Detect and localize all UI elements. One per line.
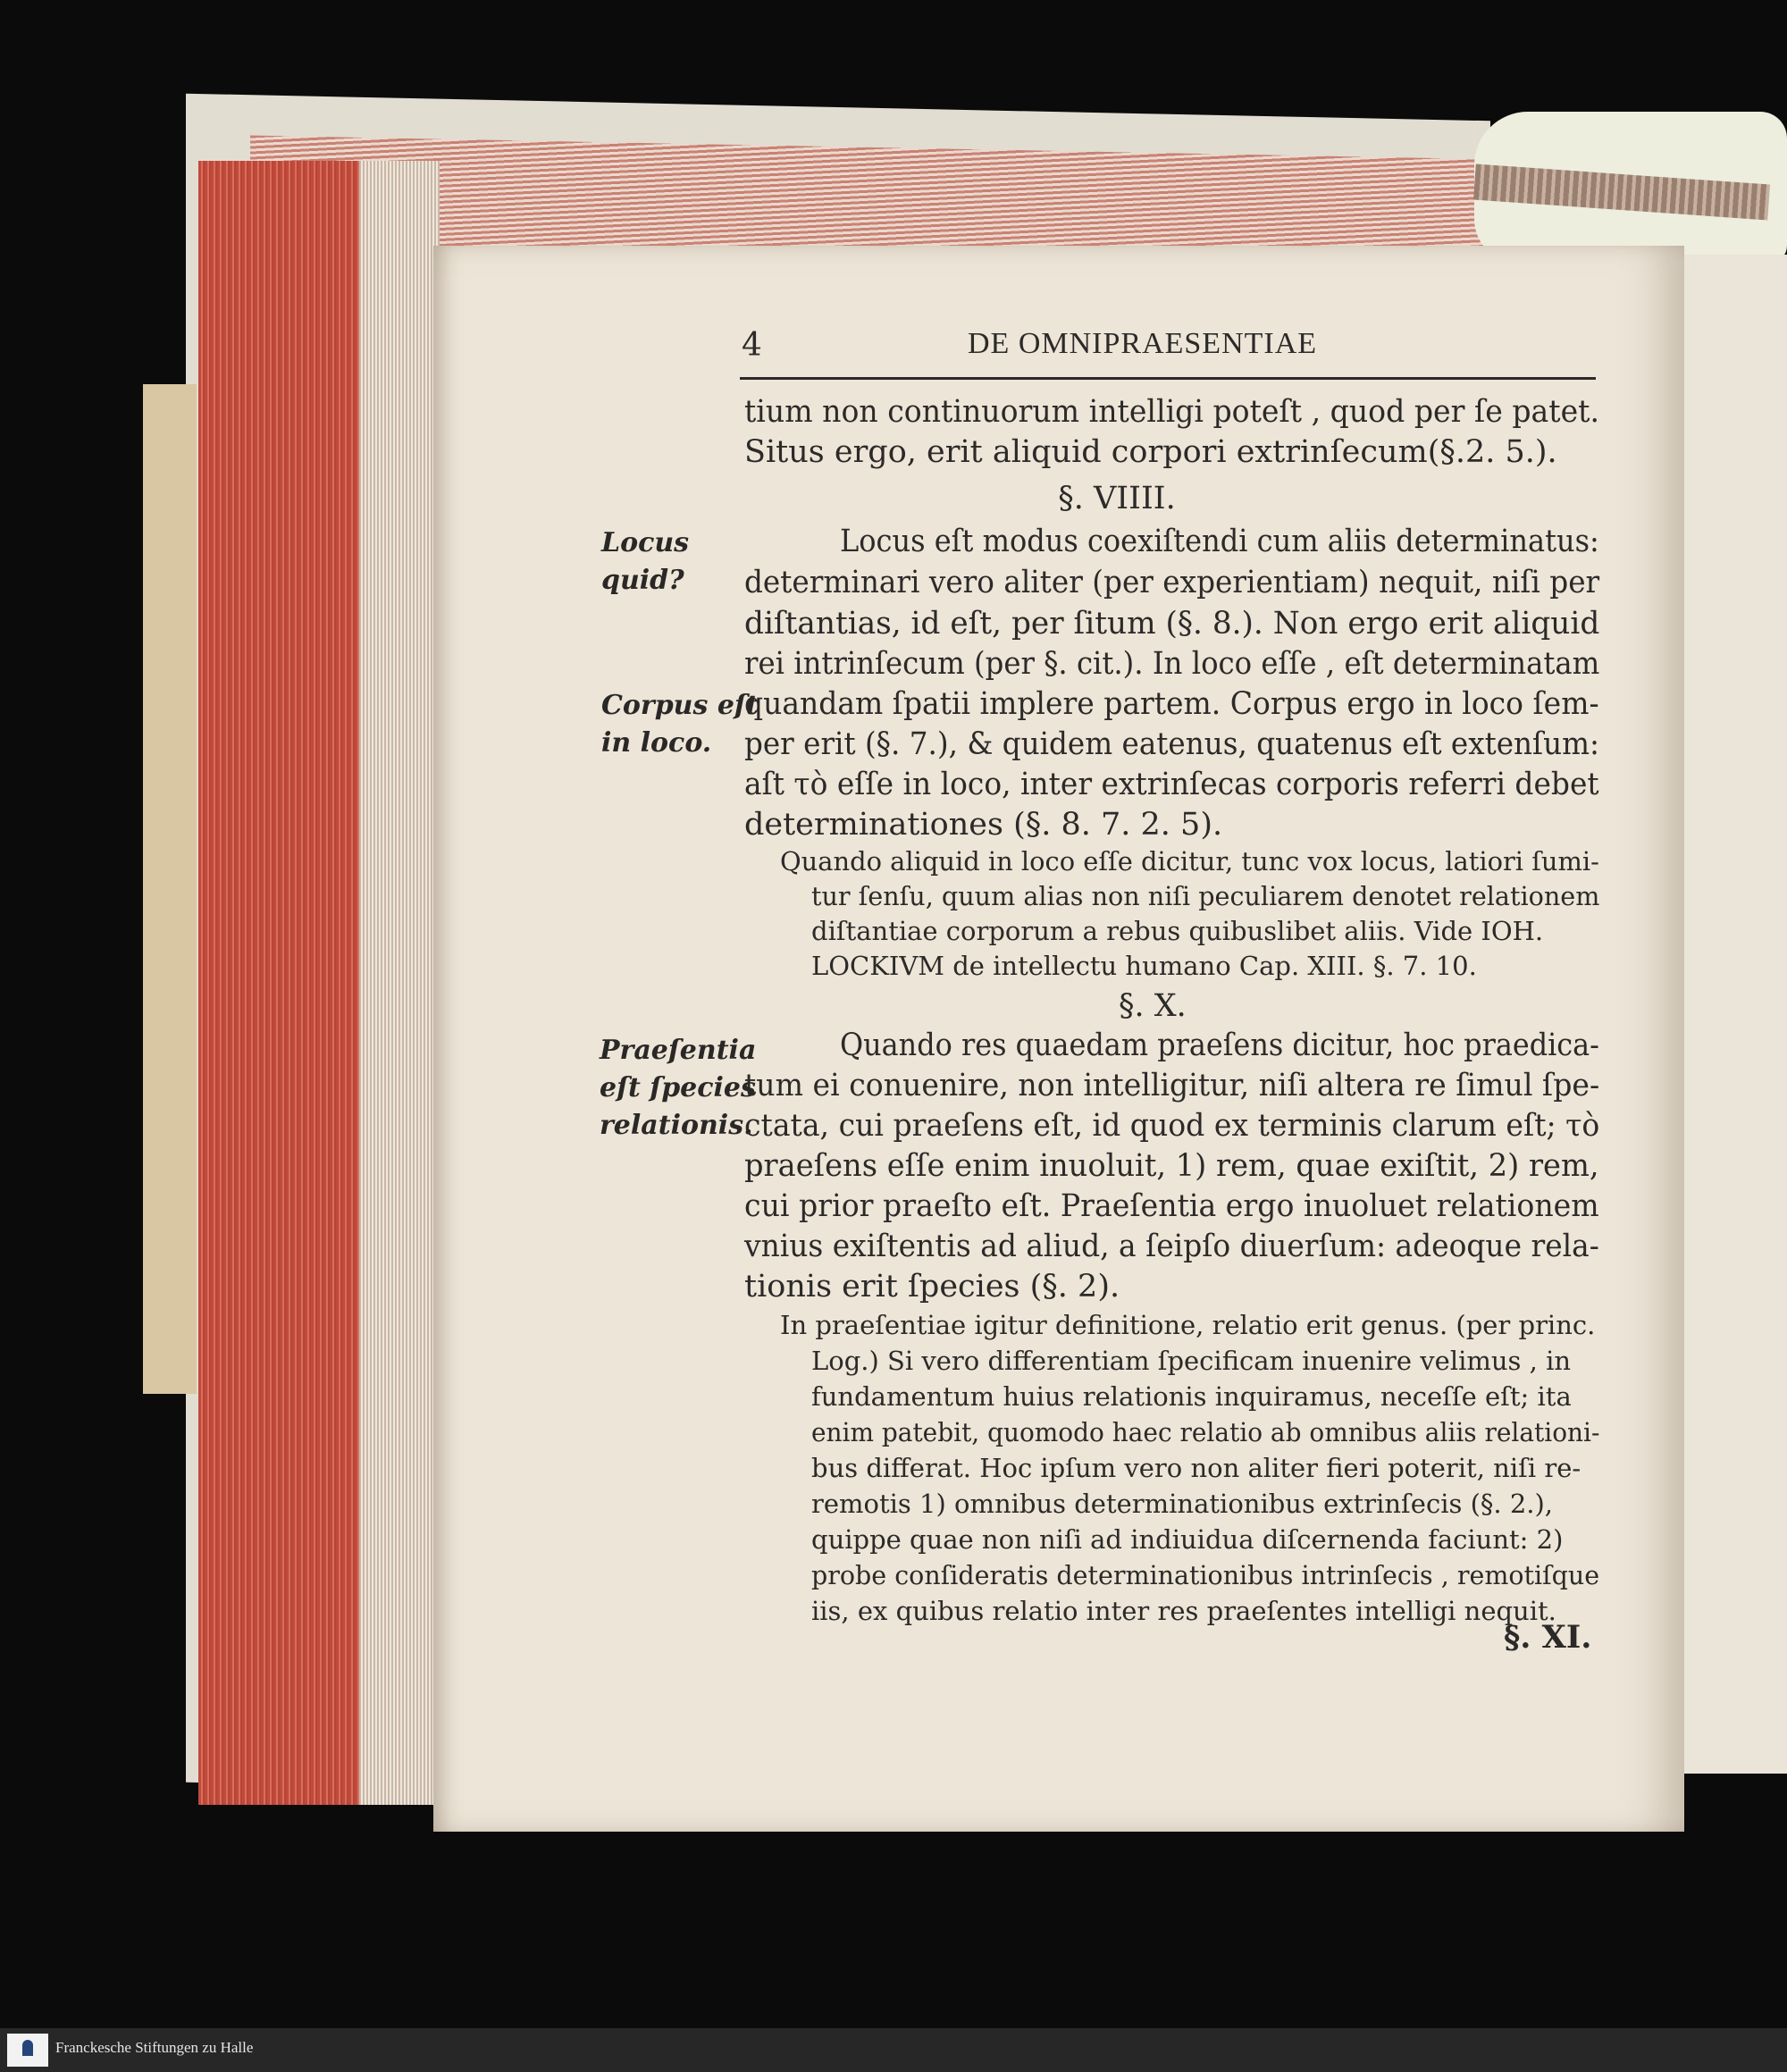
note-line: Log.) Si vero differentiam ſpecificam inuenire velimus , in <box>811 1346 1572 1376</box>
text-line: tium non continuorum intelligi poteſt , quod per ſe patet. <box>744 394 1600 430</box>
institution-logo <box>7 2034 48 2067</box>
spine-strip <box>143 384 197 1394</box>
text-line: rei intrinſecum (per §. cit.). In loco eſſe , eſt determinatam <box>744 646 1600 682</box>
marginal-note: Praeſentia <box>600 1035 757 1066</box>
text-line: aſt τὸ eſſe in loco, inter extrinſecas corporis referri debet <box>744 767 1599 802</box>
note-line: enim patebit, quomodo haec relatio ab omnibus aliis relationi- <box>811 1417 1600 1447</box>
catchword: §. XI. <box>1504 1619 1592 1656</box>
marginal-note: Locus <box>601 527 690 558</box>
running-title: DE OMNIPRAESENTIAE <box>968 327 1318 360</box>
note-line: Quando aliquid in loco eſſe dicitur, tunc vox locus, latiori ſumi- <box>780 846 1599 877</box>
header-rule <box>740 377 1596 380</box>
marginal-note: relationis. <box>600 1110 753 1141</box>
text-line: determinationes (§. 8. 7. 2. 5). <box>744 807 1223 843</box>
footer-bar <box>0 2028 1787 2072</box>
facing-page-edge <box>1675 255 1787 1774</box>
marginal-note: Corpus eſt <box>601 690 759 721</box>
text-line: quandam ſpatii implere partem. Corpus ergo in loco ſem- <box>744 686 1599 722</box>
note-line: iis, ex quibus relatio inter res praeſentes intelligi nequit. <box>811 1596 1556 1626</box>
text-line: tum ei conuenire, non intelligitur, niſi altera re ſimul ſpe- <box>744 1068 1600 1103</box>
text-line: praeſens eſſe enim inuoluit, 1) rem, quae exiſtit, 2) rem, <box>744 1148 1599 1184</box>
marginal-note: eſt ſpecies <box>600 1072 756 1103</box>
note-line: tur ſenſu, quum alias non niſi peculiarem denotet relationem <box>811 881 1600 911</box>
note-line: remotis 1) omnibus determinationibus extrinſecis (§. 2.), <box>811 1489 1554 1519</box>
note-line: bus differat. Hoc ipſum vero non aliter fieri poterit, niſi re- <box>811 1453 1581 1483</box>
note-line: quippe quae non niſi ad indiuidua diſcernenda faciunt: 2) <box>811 1524 1564 1555</box>
footer-institution: Franckesche Stiftungen zu Halle <box>55 2039 254 2056</box>
text-line: cui prior praeſto eſt. Praeſentia ergo inuoluet relationem <box>744 1188 1599 1224</box>
note-line: In praeſentiae igitur definitione, relatio erit genus. (per princ. <box>780 1310 1596 1340</box>
marginal-note: in loco. <box>601 727 712 759</box>
marginal-note: quid? <box>601 565 684 596</box>
note-line: LOCKIVM de intellectu humano Cap. XIII. §. 7. 10. <box>811 951 1477 981</box>
note-line: diſtantiae corporum a rebus quibuslibet aliis. Vide IOH. <box>811 916 1544 946</box>
page-block-red-edge <box>198 161 440 1805</box>
section-heading: §. VIIII. <box>1058 481 1176 516</box>
text-line: tionis erit ſpecies (§. 2). <box>744 1269 1120 1304</box>
section-heading: §. X. <box>1119 988 1187 1024</box>
text-line: per erit (§. 7.), & quidem eatenus, quatenus eſt extenſum: <box>744 726 1600 762</box>
note-line: fundamentum huius relationis inquiramus, neceſſe eſt; ita <box>811 1381 1572 1412</box>
text-line: Locus eſt modus coexiſtendi cum aliis determinatus: <box>840 524 1599 559</box>
text-line: vnius exiſtentis ad aliud, a ſeipſo diuerſum: adeoque rela- <box>744 1229 1599 1264</box>
text-line: Quando res quaedam praeſens dicitur, hoc praedica- <box>840 1028 1599 1063</box>
note-line: probe conſideratis determinationibus intrinſecis , remotiſque <box>811 1560 1600 1590</box>
text-line: diſtantias, id eſt, per ſitum (§. 8.). Non ergo erit aliquid <box>744 606 1600 642</box>
text-line: Situs ergo, erit aliquid corpori extrinſecum(§.2. 5.). <box>744 434 1557 470</box>
page-number: 4 <box>742 327 762 364</box>
text-line: determinari vero aliter (per experientiam) nequit, niſi per <box>744 565 1600 600</box>
text-line: ctata, cui praeſens eſt, id quod ex terminis clarum eſt; τὸ <box>744 1108 1600 1144</box>
